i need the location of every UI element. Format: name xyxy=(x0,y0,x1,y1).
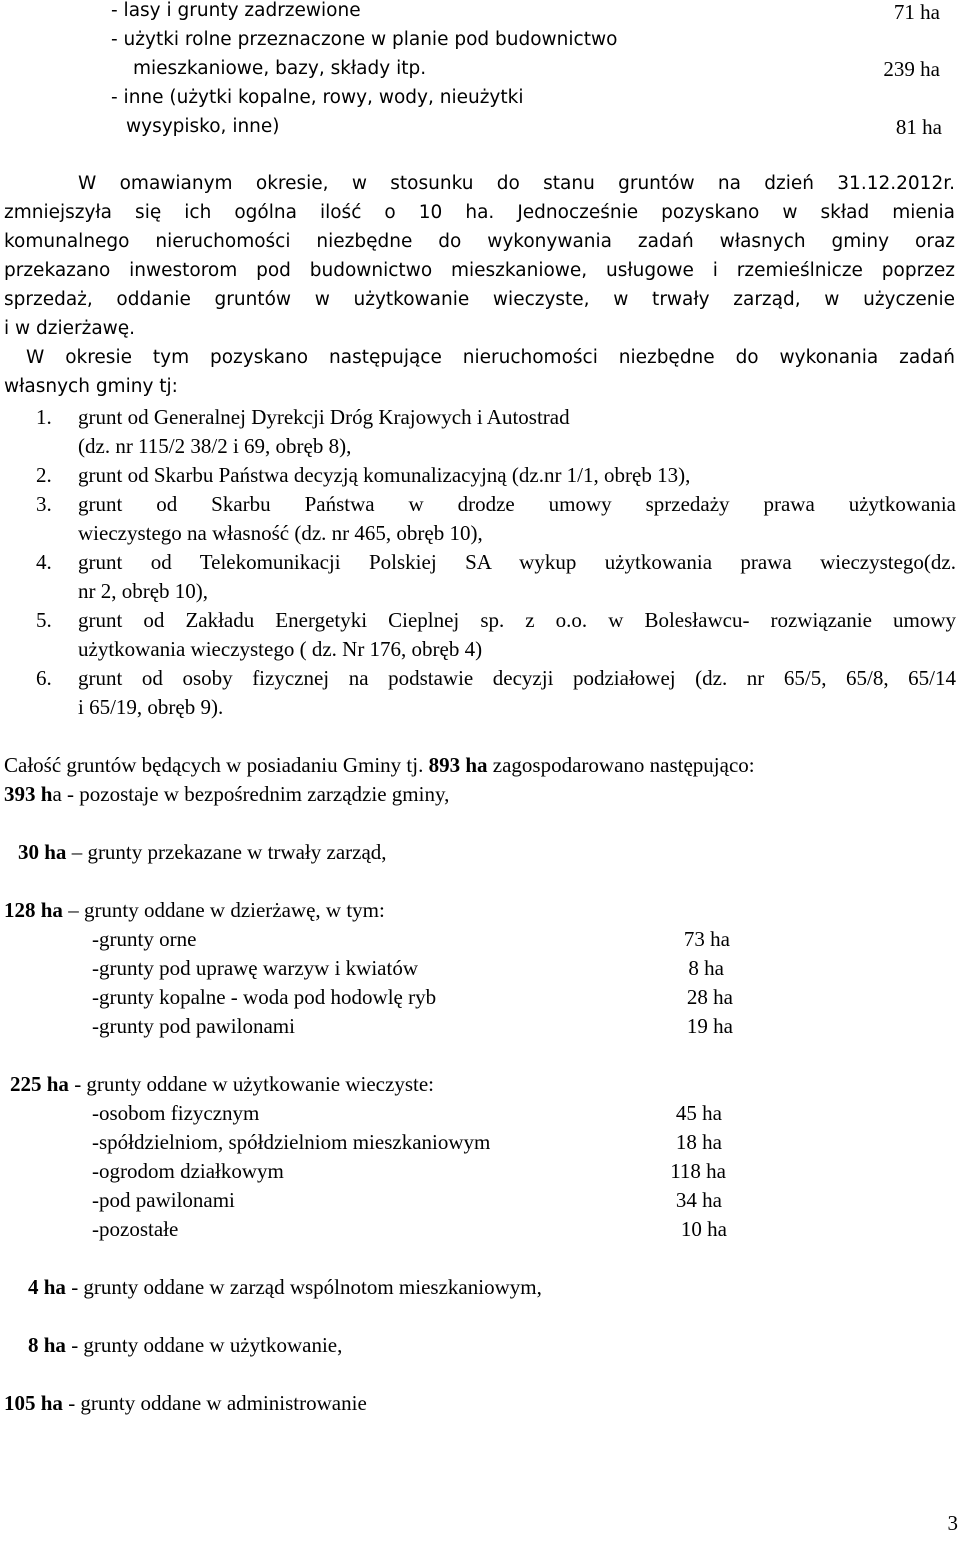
acquired-item-line1: grunt od Telekomunikacji Polskiej SA wykup użytkowania prawa wieczystego(dz. xyxy=(78,550,956,574)
usufruct-item-label: -ogrodom działkowym xyxy=(92,1159,284,1183)
list-item-other-line1: - inne (użytki kopalne, rowy, wody, nieużytki xyxy=(111,87,524,108)
acquired-item-line1: grunt od Zakładu Energetyki Cieplnej sp. z o.o. w Bolesławcu- rozwiązanie umowy xyxy=(78,608,956,632)
paragraph-line: przekazano inwestorom pod budownictwo mieszkaniowe, usługowe i rzemieślnicze poprzez xyxy=(4,260,955,281)
acquired-item-line2: użytkowania wieczystego ( dz. Nr 176, obręb 4) xyxy=(78,637,483,661)
summary-permanent-management: 30 ha – grunty przekazane w trwały zarząd, xyxy=(18,840,387,864)
list-item-other-line2: wysypisko, inne) xyxy=(126,116,280,137)
lease-item-label: -grunty kopalne - woda pod hodowlę ryb xyxy=(92,985,437,1009)
usufruct-item-label: -spółdzielniom, spółdzielniom mieszkaniowym xyxy=(92,1130,491,1154)
summary-administration: 105 ha - grunty oddane w administrowanie xyxy=(4,1391,367,1415)
paragraph-line: sprzedaż, oddanie gruntów w użytkowanie wieczyste, w trwały zarząd, w użyczenie xyxy=(4,289,955,310)
paragraph-line: zmniejszyła się ich ogólna ilość o 10 ha. Jednocześnie pozyskano w skład mienia xyxy=(4,202,955,223)
paragraph-line: i w dzierżawę. xyxy=(4,318,136,339)
acquired-item-number: 6. xyxy=(36,666,52,690)
usufruct-item-value: 10 ha xyxy=(680,1217,727,1241)
acquired-item-line1: grunt od Generalnej Dyrekcji Dróg Krajowych i Autostrad xyxy=(78,405,570,429)
paragraph-line: W omawianym okresie, w stosunku do stanu gruntów na dzień 31.12.2012r. xyxy=(78,173,955,194)
acquired-item-line2: i 65/19, obręb 9). xyxy=(78,695,224,719)
summary-direct-management: 393 ha - pozostaje w bezpośrednim zarządzie gminy, xyxy=(4,782,450,806)
summary-housing-communities: 4 ha - grunty oddane w zarząd wspólnotom mieszkaniowym, xyxy=(28,1275,542,1299)
lease-item-label: -grunty pod pawilonami xyxy=(92,1014,295,1038)
summary-usage: 8 ha - grunty oddane w użytkowanie, xyxy=(28,1333,343,1357)
list-value-agricultural: 239 ha xyxy=(883,57,940,81)
lease-item-value: 8 ha xyxy=(688,956,724,980)
paragraph-line: własnych gminy tj: xyxy=(4,376,178,397)
acquired-item-line2: nr 2, obręb 10), xyxy=(78,579,209,603)
acquired-item-number: 5. xyxy=(36,608,52,632)
acquired-item-line2: wieczystego na własność (dz. nr 465, obręb 10), xyxy=(78,521,483,545)
list-value-other: 81 ha xyxy=(895,115,942,139)
usufruct-item-label: -pozostałe xyxy=(92,1217,179,1241)
list-item-agricultural-line1: - użytki rolne przeznaczone w planie pod budownictwo xyxy=(111,29,618,50)
summary-lease: 128 ha – grunty oddane w dzierżawę, w tym: xyxy=(4,898,385,922)
usufruct-item-value: 34 ha xyxy=(675,1188,722,1212)
list-value-forests: 71 ha xyxy=(893,0,940,24)
acquired-item-line1: grunt od Skarbu Państwa decyzją komunalizacyjną (dz.nr 1/1, obręb 13), xyxy=(78,463,691,487)
lease-item-label: -grunty pod uprawę warzyw i kwiatów xyxy=(92,956,418,980)
lease-item-value: 19 ha xyxy=(686,1014,733,1038)
acquired-item-number: 2. xyxy=(36,463,52,487)
summary-perpetual-usufruct: 225 ha - grunty oddane w użytkowanie wieczyste: xyxy=(10,1072,434,1096)
acquired-item-line2: (dz. nr 115/2 38/2 i 69, obręb 8), xyxy=(78,434,352,458)
acquired-item-number: 3. xyxy=(36,492,52,516)
page-number: 3 xyxy=(947,1511,958,1535)
acquired-item-number: 4. xyxy=(36,550,52,574)
usufruct-item-value: 118 ha xyxy=(670,1159,726,1183)
usufruct-item-value: 45 ha xyxy=(675,1101,722,1125)
lease-item-value: 28 ha xyxy=(686,985,733,1009)
usufruct-item-label: -pod pawilonami xyxy=(92,1188,235,1212)
acquired-item-line1: grunt od Skarbu Państwa w drodze umowy sprzedaży prawa użytkowania xyxy=(78,492,956,516)
usufruct-item-label: -osobom fizycznym xyxy=(92,1101,260,1125)
acquired-item-line1: grunt od osoby fizycznej na podstawie decyzji podziałowej (dz. nr 65/5, 65/8, 65/14 xyxy=(78,666,956,690)
acquired-item-number: 1. xyxy=(36,405,52,429)
list-item-forests: - lasy i grunty zadrzewione xyxy=(111,0,361,21)
summary-intro: Całość gruntów będących w posiadaniu Gminy tj. 893 ha zagospodarowano następująco: xyxy=(4,753,755,777)
paragraph-line: komunalnego nieruchomości niezbędne do wykonywania zadań własnych gminy oraz xyxy=(4,231,955,252)
paragraph-line: W okresie tym pozyskano następujące nieruchomości niezbędne do wykonania zadań xyxy=(26,347,955,368)
lease-item-value: 73 ha xyxy=(683,927,730,951)
usufruct-item-value: 18 ha xyxy=(675,1130,722,1154)
lease-item-label: -grunty orne xyxy=(92,927,197,951)
list-item-agricultural-line2: mieszkaniowe, bazy, składy itp. xyxy=(133,58,427,79)
